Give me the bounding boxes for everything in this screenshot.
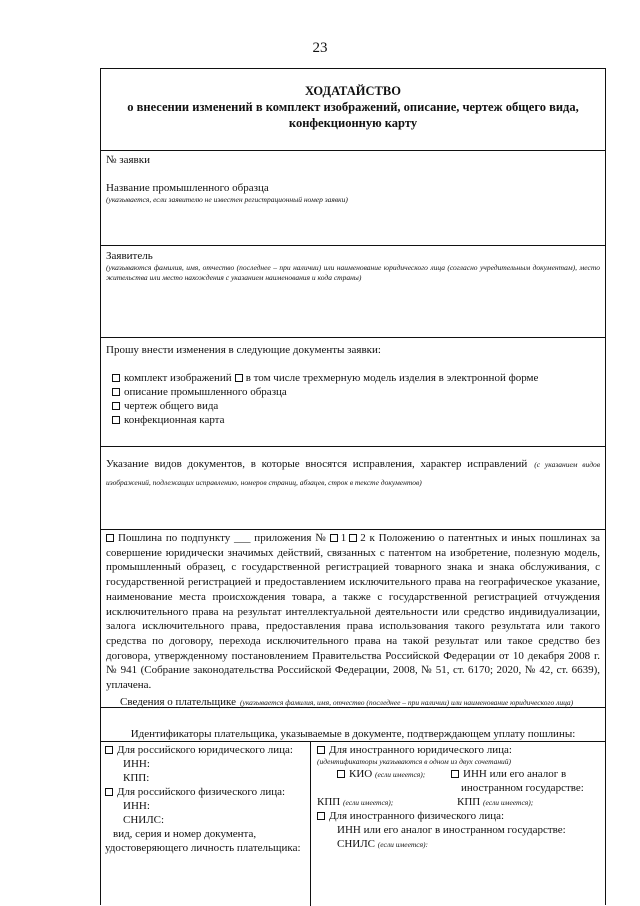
identifiers-russian (105, 743, 310, 855)
ru-legal-inn: ИНН: (123, 758, 150, 770)
design-name-label: Название промышленного образца (106, 182, 269, 194)
petition-form (100, 68, 606, 905)
foreign-individual: Для иностранного физического лица: (317, 809, 607, 823)
form-title: ХОДАТАЙСТВО (305, 84, 401, 98)
divider (101, 150, 605, 151)
application-number-label: № заявки (106, 154, 150, 166)
applicant-label: Заявитель (106, 250, 153, 262)
divider (101, 446, 605, 447)
confection-card-checkbox[interactable] (112, 416, 120, 424)
applicant-note: (указываются фамилия, имя, отчество (последнее – при наличии) или наименование юридического лица (согласно учредительным документам), место жительства или место нахождения с указанием наименования и кода страны) (106, 263, 600, 282)
change-item-description: описание промышленного образца (112, 385, 600, 399)
identifiers-heading-wrap (106, 727, 600, 741)
kio-option: КИО (если имеется); (337, 767, 425, 781)
fee-text: Пошлина по подпункту ___ приложения № 1 2 к Положению о патентных и иных пошлинах за совершение юридически значимых действий, связанных с патентом на изобретение, полезную модель, промышленный образец, с государственной регистрацией товарного знака и знака обслуживания, с государственной регистрацией и предоставлением исключительного права на географическое указание, наименование места происхождения товара, а также с государственной регистрацией отчуждения исключительного права на результат интеллектуальной деятельности или средство индивидуализации, залога исключительного права, предоставления права использования такого результата или такого средства по договору, перехода исключительного права на такой результат или такое средство без договора, утвержденному постановлением Правительства Российской Федерации от 10 декабря 2008 г. № 941 (Собрание законодательства Российской Федерации, 2008, № 51, ст. 6170; 2020, № 42, ст. 6639), уплачена. (106, 532, 600, 692)
identifiers-heading: Идентификаторы плательщика, указываемые в документе, подтверждающем уплату пошлины: (130, 728, 576, 740)
divider (101, 529, 605, 530)
foreign-inn-option: ИНН или его аналог в иностранном государстве: (451, 767, 601, 795)
ru-individual-inn: ИНН: (123, 800, 150, 812)
drawing-checkbox[interactable] (112, 402, 120, 410)
kio-checkbox[interactable] (337, 770, 345, 778)
changes-list (106, 371, 600, 427)
corrections-section (106, 454, 600, 490)
id-document-line1: вид, серия и номер документа, (113, 828, 257, 840)
3d-model-checkbox[interactable] (235, 374, 243, 382)
ru-individual-checkbox[interactable] (105, 788, 113, 796)
divider (101, 337, 605, 338)
fee-body: за совершение юридически значимых действий, связанных с патентом на изобретение, полезную модель, промышленный образец, с государственной регистрацией товарного знака и знака обслуживания, с государственной регистрацией и предоставлением исключительного права на географическое указание, наименование места происхождения товара, а также с государственной регистрацией отчуждения исключительного права на результат интеллектуальной деятельности или средство индивидуализации, залога исключительного права, предоставления права использования такого результата или такого средства по договору, перехода исключительного права на такой результат или такое средство без договора, утвержденному постановлением Правительства Российской Федерации от 10 декабря 2008 г. № 941 (Собрание законодательства Российской Федерации, 2008, № 51, ст. 6170; 2020, № 42, ст. 6639), уплачена. (106, 532, 600, 692)
applicant-section (106, 249, 600, 283)
ru-legal-checkbox[interactable] (105, 746, 113, 754)
foreign-legal-note: (идентификаторы указываются в одном из двух сочетаний) (317, 757, 512, 766)
change-item-images: комплект изображений в том числе трехмерную модель изделия в электронной форме (112, 371, 600, 385)
design-name-note: (указывается, если заявителю не известен регистрационный номер заявки) (106, 195, 348, 204)
foreign-legal-checkbox[interactable] (317, 746, 325, 754)
application-section (106, 153, 600, 205)
change-item-confection-card: конфекционная карта (112, 413, 600, 427)
description-checkbox[interactable] (112, 388, 120, 396)
foreign-individual-snils: СНИЛС (если имеется): (337, 838, 429, 850)
ru-legal-kpp: КПП: (123, 772, 150, 784)
divider (101, 245, 605, 246)
ru-individual-snils: СНИЛС: (123, 814, 165, 826)
identifiers-foreign (317, 743, 607, 851)
ru-legal-entity: Для российского юридического лица: (105, 743, 310, 757)
payer-note: (указывается фамилия, имя, отчество (последнее – при наличии) или наименование юридического лица) (240, 697, 574, 707)
kpp-right: КПП (если имеется); (457, 796, 534, 808)
fee-checkbox[interactable] (106, 534, 114, 542)
appendix-2-checkbox[interactable] (349, 534, 357, 542)
form-subtitle: о внесении изменений в комплект изображений, описание, чертеж общего вида, конфекционную карту (127, 100, 579, 130)
divider (101, 741, 605, 742)
foreign-individual-inn: ИНН или его аналог в иностранном государстве: (337, 824, 566, 836)
fee-section (106, 531, 600, 709)
foreign-legal-entity: Для иностранного юридического лица: (317, 743, 607, 757)
appendix-1-checkbox[interactable] (330, 534, 338, 542)
changes-label: Прошу внести изменения в следующие документы заявки: (106, 344, 381, 356)
changes-section (106, 343, 600, 427)
foreign-inn-checkbox[interactable] (451, 770, 459, 778)
id-document-line2: удостоверяющего личность плательщика: (105, 842, 301, 854)
page-number: 23 (312, 40, 328, 56)
corrections-note: (с указанием видов изображений, подлежащих исправлению, номеров страниц, абзацев, строк в тексте документов) (106, 460, 601, 487)
kpp-left: КПП (если имеется); (317, 796, 394, 808)
ru-individual: Для российского физического лица: (105, 785, 310, 799)
kpp-row (317, 795, 607, 809)
foreign-individual-checkbox[interactable] (317, 812, 325, 820)
images-checkbox[interactable] (112, 374, 120, 382)
payer-label: Сведения о плательщике (120, 695, 236, 708)
change-item-drawing: чертеж общего вида (112, 399, 600, 413)
identifiers-table (105, 743, 607, 903)
corrections-label: Указание видов документов, в которые вносятся исправления, характер исправлений (106, 458, 528, 470)
foreign-legal-options (317, 767, 607, 795)
form-header (106, 83, 600, 131)
divider (101, 707, 605, 708)
